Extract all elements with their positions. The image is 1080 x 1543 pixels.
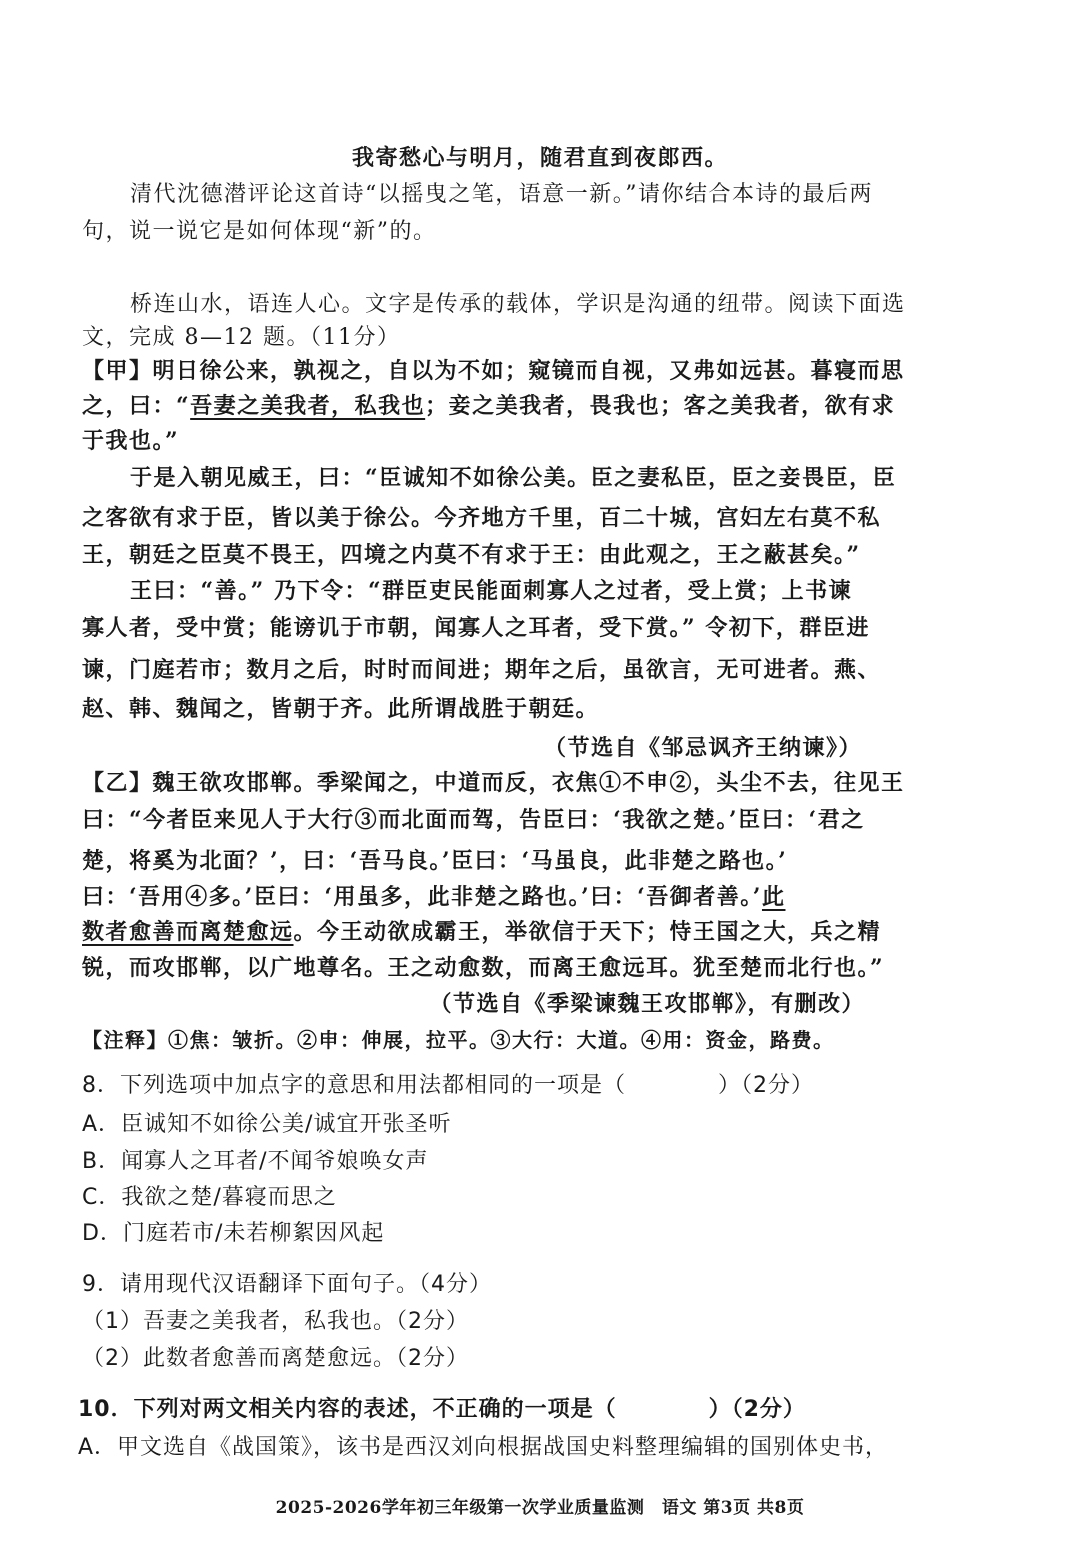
page-footer: 2025-2026学年初三年级第一次学业质量监测 语文 第3页 共8页 [275,1498,805,1518]
q8-option-c: C．我欲之楚/暮寝而思之 [82,1185,337,1210]
yi-notes: 【注释】①焦：皱折。②申：伸展，拉平。③大行：大道。④用：资金，路费。 [82,1028,835,1052]
intro-line-1: 桥连山水，语连人心。文字是传承的载体，学识是沟通的纽带。阅读下面选 [130,292,906,317]
q8-stem: 8．下列选项中加点字的意思和用法都相同的一项是（ ）（2分） [82,1073,814,1098]
yi-line-6: 锐，而攻邯郸，以广地尊名。王之动愈数，而离王愈远耳。犹至楚而北行也。” [82,955,885,981]
jia-line-6: 王，朝廷之臣莫不畏王，四境之内莫不有求于王：由此观之，王之蔽甚矣。” [82,542,861,568]
q8-option-a: A．臣诚知不如徐公美/诚宜开张圣听 [82,1112,452,1137]
jia-line-10: 赵、韩、魏闻之，皆朝于齐。此所谓战胜于朝廷。 [82,696,600,722]
jia-line-3: 于我也。” [82,428,180,454]
q10-stem: 10．下列对两文相关内容的表述，不正确的一项是（ ）（2分） [78,1397,806,1422]
jia-line-2 [82,391,895,421]
jia-line-1: 【甲】明日徐公来，孰视之，自以为不如；窥镜而自视，又弗如远甚。暮寝而思 [82,358,905,384]
yi-line-4-pre: 曰：‘吾用④多。’臣曰：‘用虽多，此非楚之路也。’曰：‘吾御者善。’ [82,884,762,910]
q8-option-b: B．闻寡人之耳者/不闻爷娘唤女声 [82,1149,429,1174]
yi-line-5 [82,917,881,947]
jia-source: （节选自《邹忌讽齐王纳谏》） [543,735,862,761]
yi-line-3: 楚，将奚为北面？’，曰：‘吾马良。’臣曰：‘马虽良，此非楚之路也。’ [82,848,788,874]
q7-line-2: 句，说一说它是如何体现“新”的。 [82,219,437,244]
yi-source: （节选自《季梁谏魏王攻邯郸》，有删改） [429,991,865,1017]
yi-underlined-sentence: 数者愈善而离楚愈远 [82,919,294,945]
q9-stem: 9．请用现代汉语翻译下面句子。（4分） [82,1272,492,1297]
jia-underlined-sentence: 吾妻之美我者，私我也 [190,393,426,419]
jia-line-7: 王曰：“善。” 乃下令：“群臣吏民能面刺寡人之过者，受上赏；上书谏 [130,578,853,604]
yi-line-1: 【乙】魏王欲攻邯郸。季梁闻之，中道而反，衣焦①不申②，头尘不去，往见王 [82,770,905,796]
jia-line-9: 谏，门庭若市；数月之后，时时而间进；期年之后，虽欲言，无可进者。燕、 [82,657,882,683]
yi-line-2: 曰：“今者臣来见人于大行③而北面而驾，告臣曰：‘我欲之楚。’臣曰：‘君之 [82,807,865,833]
intro-line-2: 文，完成 8—12 题。（11分） [82,325,401,350]
q7-line-1: 清代沈德潜评论这首诗“以摇曳之笔，语意一新。”请你结合本诗的最后两 [130,182,873,207]
jia-line-4: 于是入朝见威王，曰：“臣诚知不如徐公美。臣之妻私臣，臣之妾畏臣，臣 [130,465,897,491]
jia-line-8: 寡人者，受中赏；能谤讥于市朝，闻寡人之耳者，受下赏。” 令初下，群臣进 [82,615,870,641]
yi-line-5-post: 。今王动欲成霸王，举欲信于天下；恃王国之大，兵之精 [293,919,882,945]
jia-line-5: 之客欲有求于臣，皆以美于徐公。今齐地方千里，百二十城，宫妇左右莫不私 [82,505,882,531]
yi-underlined-start: 此 [761,884,786,910]
jia-line-2-post: ；妾之美我者，畏我也；客之美我者，欲有求 [425,393,896,419]
q9-sentence-1: （1）吾妻之美我者，私我也。（2分） [82,1309,469,1334]
jia-line-2-pre: 之，曰：“ [82,393,191,419]
q8-option-d: D．门庭若市/未若柳絮因风起 [82,1221,385,1246]
q9-sentence-2: （2）此数者愈善而离楚愈远。（2分） [82,1346,469,1371]
yi-line-4 [82,882,785,912]
q10-option-a: A．甲文选自《战国策》，该书是西汉刘向根据战国史料整理编辑的国别体史书， [78,1435,889,1460]
poem-last-line: 我寄愁心与明月，随君直到夜郎西。 [351,145,728,171]
